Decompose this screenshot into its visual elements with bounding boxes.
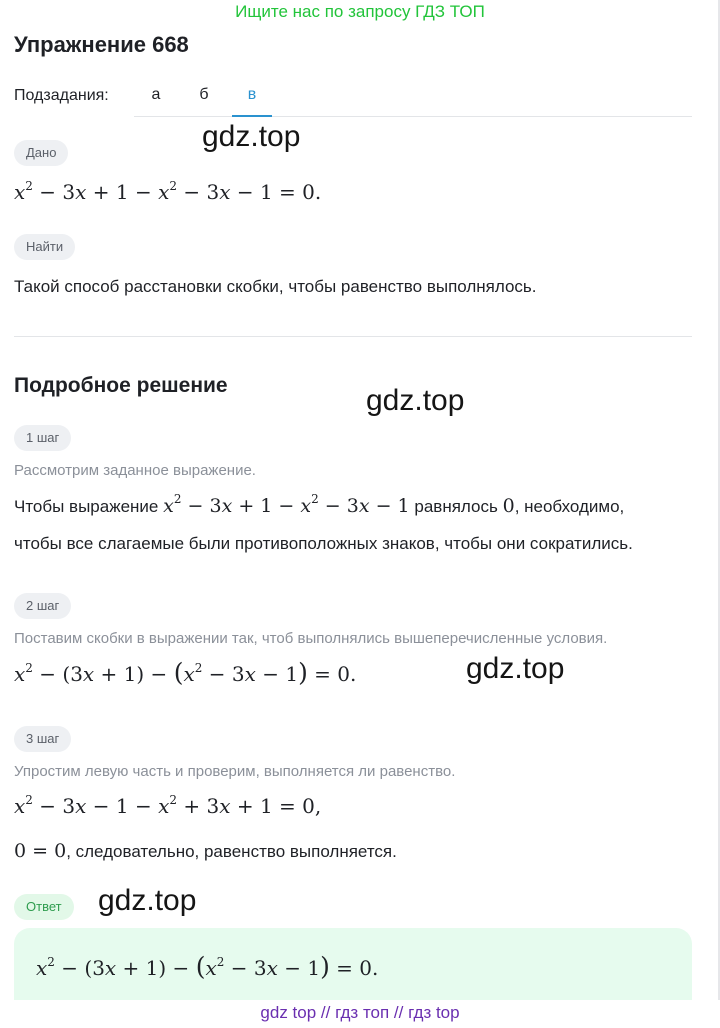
step-1-text-before: Чтобы выражение xyxy=(14,497,159,516)
step-3-conclusion-text: , следовательно, равенство выполняется. xyxy=(66,842,397,861)
section-divider xyxy=(14,336,692,337)
watermark: gdz.top xyxy=(366,384,465,417)
step-1-expression: $x^2 - 3x + 1 - x^2 - 3x - 1$ xyxy=(163,492,410,517)
subtask-tab-v[interactable]: в xyxy=(232,86,272,117)
search-banner[interactable]: Ищите нас по запросу ГДЗ ТОП xyxy=(235,2,485,21)
step-2-hint: Поставим скобки в выражении так, чтоб выполнялись вышеперечисленные условия. xyxy=(14,630,608,647)
solution-title: Подробное решение xyxy=(14,374,228,397)
step-1-line-2: чтобы все слагаемые были противоположных знаков, чтобы они сократились. xyxy=(14,534,633,553)
watermark: gdz.top xyxy=(466,652,565,685)
step-1-chip: 1 шаг xyxy=(14,425,71,451)
answer-box xyxy=(14,928,692,1002)
watermark: gdz.top xyxy=(202,120,301,153)
given-equation: $x^2 - 3x + 1 - x^2 - 3x - 1 = 0$. xyxy=(14,179,322,204)
subtask-tabs xyxy=(134,76,692,117)
find-chip: Найти xyxy=(14,234,75,260)
watermark: gdz.top xyxy=(98,884,197,917)
step-3-zero-equals-zero: 0 = 0 xyxy=(14,840,67,862)
answer-chip: Ответ xyxy=(14,894,74,920)
subtask-tab-b[interactable]: б xyxy=(199,86,209,103)
footer-watermark: gdz top // гдз топ // гдз top xyxy=(0,1000,720,1028)
step-3-conclusion xyxy=(14,840,397,862)
step-2-equation: $x^2 - (3x + 1) - (x^2 - 3x - 1) = 0$. xyxy=(14,658,357,687)
find-text: Такой способ расстановки скобки, чтобы равенство выполнялось. xyxy=(14,277,537,296)
exercise-title: Упражнение 668 xyxy=(14,32,189,57)
step-1-text-middle: равнялось xyxy=(414,497,498,516)
step-2-chip: 2 шаг xyxy=(14,593,71,619)
subtasks-label: Подзадания: xyxy=(14,87,109,104)
step-1-hint: Рассмотрим заданное выражение. xyxy=(14,462,256,479)
step-3-equation: $x^2 - 3x - 1 - x^2 + 3x + 1 = 0$, xyxy=(14,793,322,818)
step-1-text-after: , необходимо, xyxy=(514,497,625,516)
given-chip: Дано xyxy=(14,140,68,166)
step-1-zero: 0 xyxy=(502,495,515,517)
answer-equation: $x^2 - (3x + 1) - (x^2 - 3x - 1) = 0$. xyxy=(36,952,379,981)
step-1-line-1 xyxy=(14,492,625,517)
subtask-tab-a[interactable]: а xyxy=(151,86,161,103)
step-3-chip: 3 шаг xyxy=(14,726,71,752)
step-3-hint: Упростим левую часть и проверим, выполняется ли равенство. xyxy=(14,763,456,780)
